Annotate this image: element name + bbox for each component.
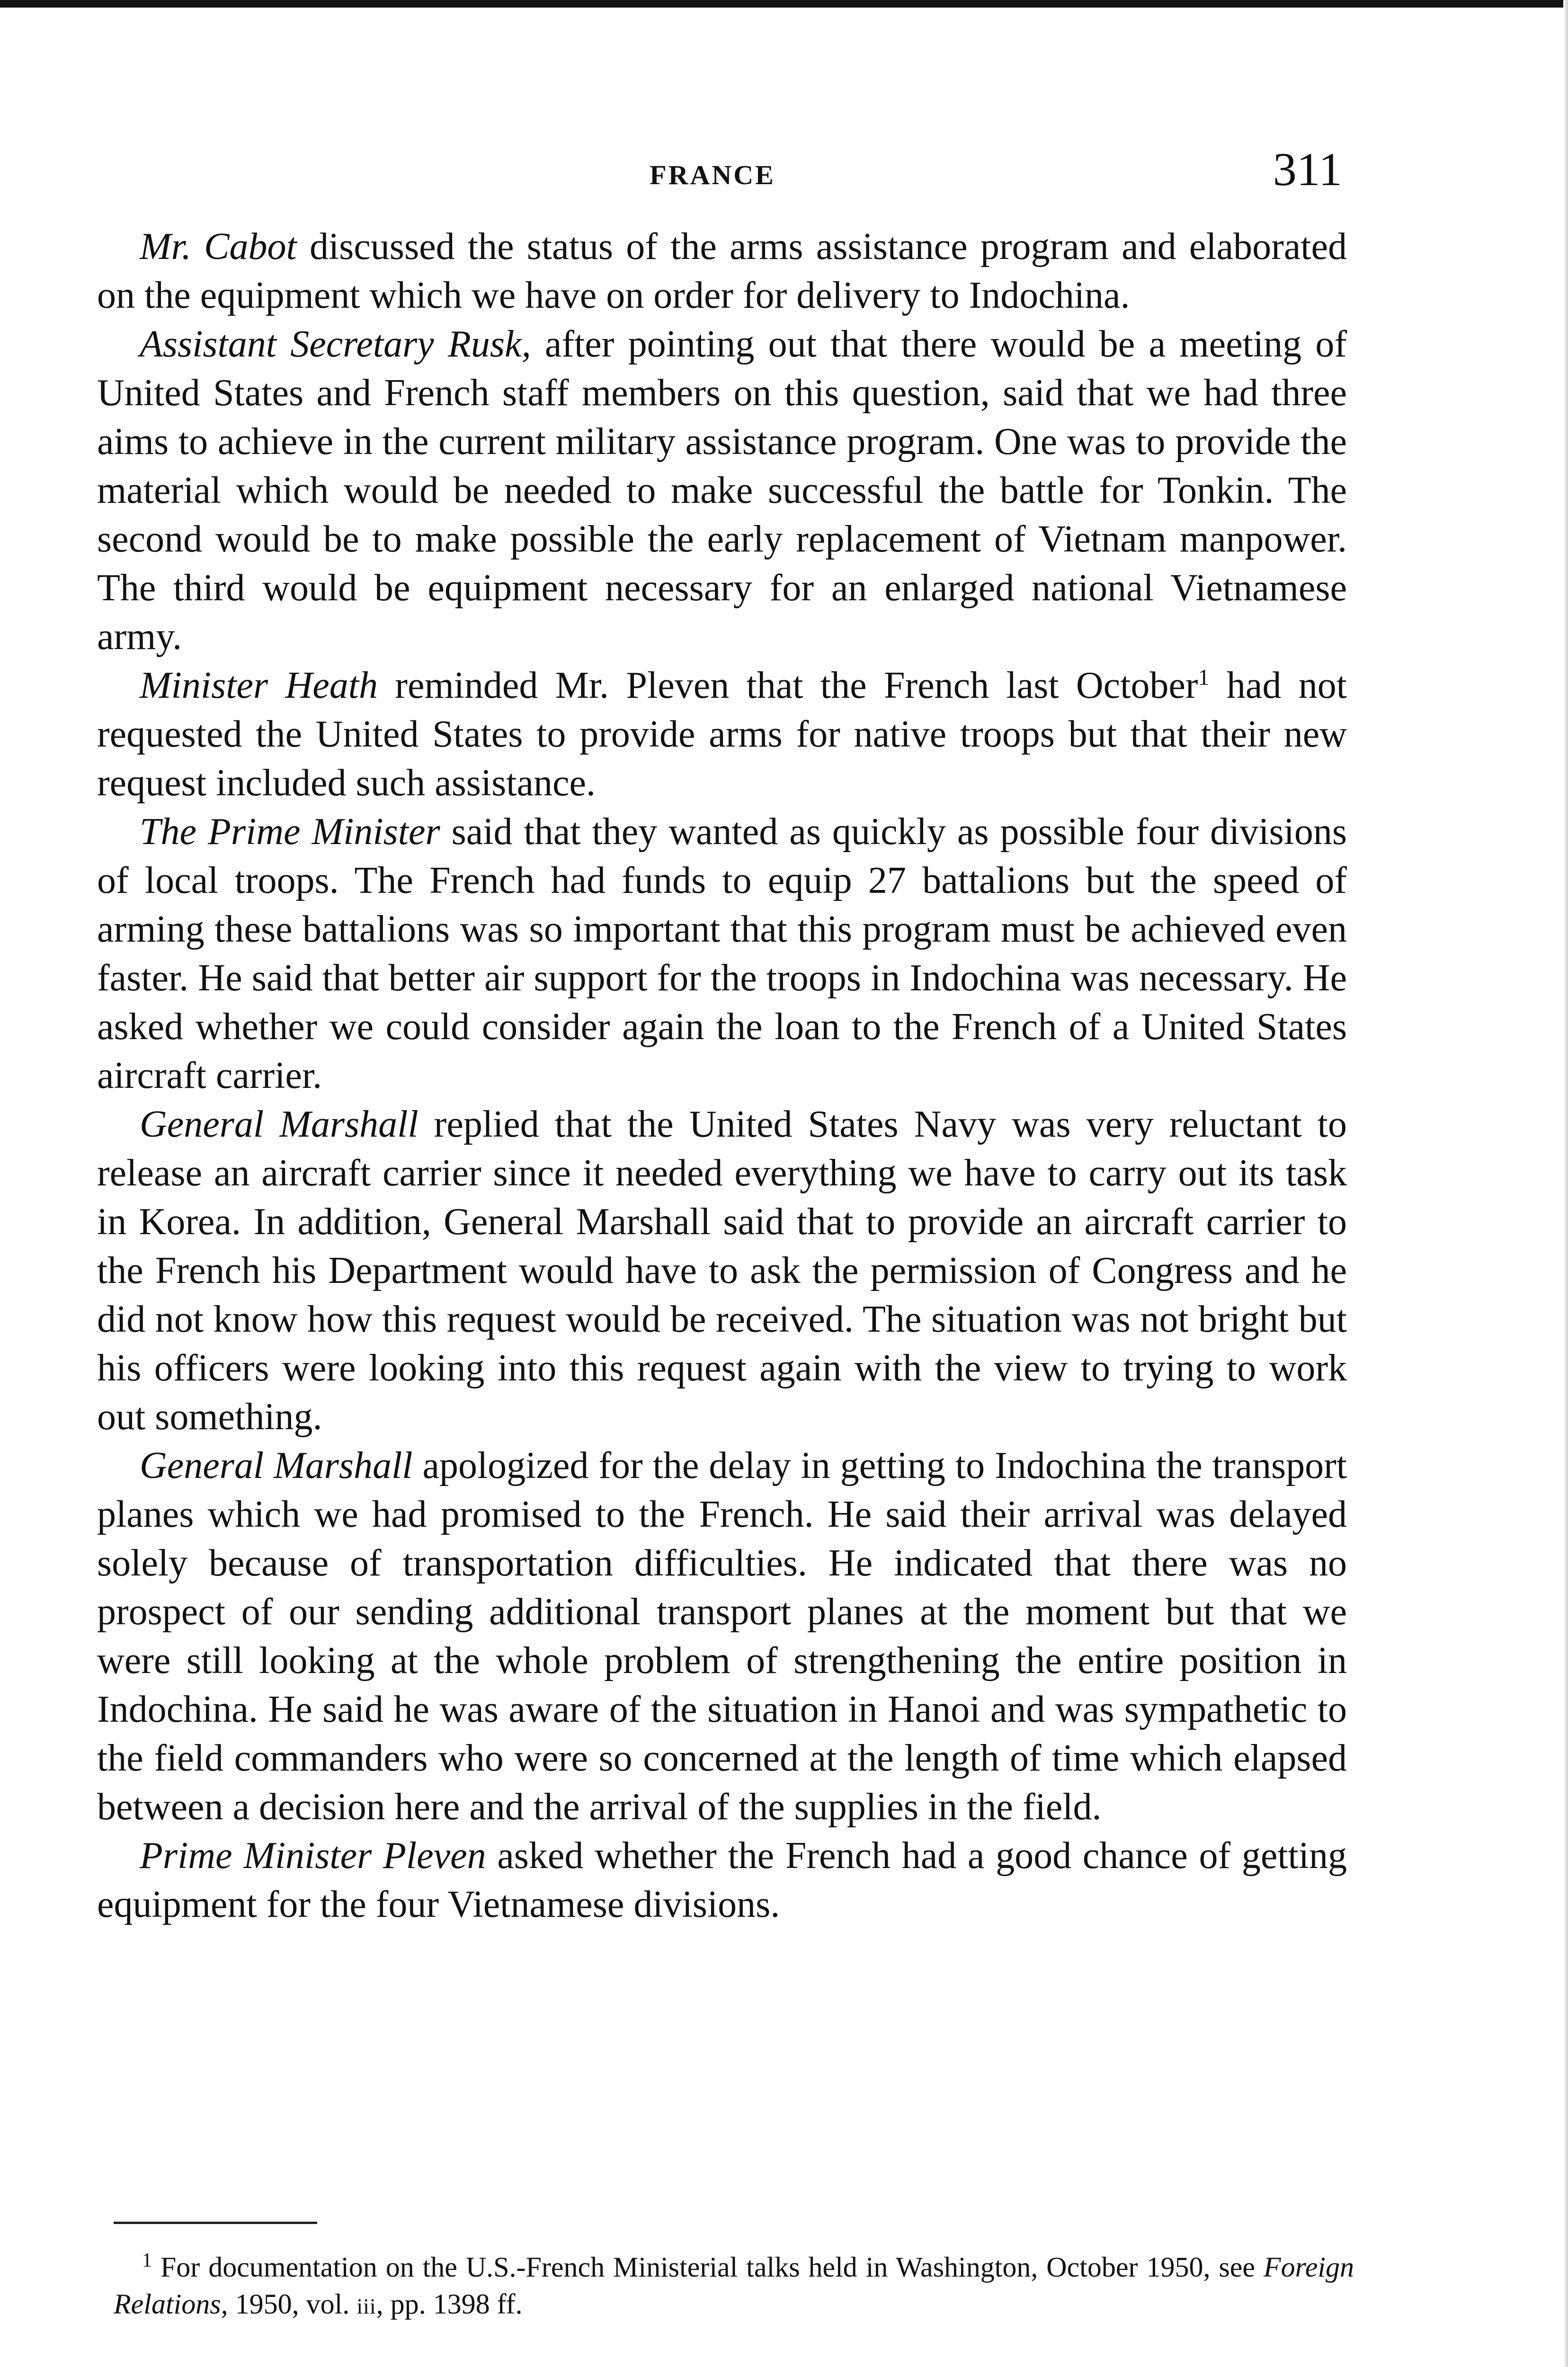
footnote [114,2249,1354,2325]
paragraph-text: after pointing out that there would be a meeting of United States and French staff members on this question, said that we had three aims to achieve in the current military assistance program. One was to provide the material which would be needed to make successful the battle for Tonkin. The second would be to make possible the early replacement of Vietnam manpower. The third would be equipment necessary for an enlarged national Vietnamese army. [97,323,1347,658]
paragraph-pleven [97,1832,1347,1929]
footnote-separator [114,2222,317,2224]
paragraph-text: asked whether the French had a good chance of getting equipment for the four Vietnamese divisions. [97,1835,1347,1925]
speaker-name: General Marshall [140,1103,419,1145]
speaker-name: The Prime Minister [140,811,440,853]
paragraph-heath [97,661,1347,808]
footnote-marker: 1 [142,2250,152,2271]
running-title: FRANCE [650,160,775,190]
paragraph-text: apologized for the delay in getting to Indochina the transport planes which we had promised to the French. He said their arrival was delayed solely because of transportation difficulties. He indicated that there was no prospect of our sending additional transport planes at the moment but that we were still looking at the whole problem of strengthening the entire position in Indochina. He said he was aware of the situation in Hanoi and was sympathetic to the field commanders who were so concerned at the length of time which elapsed between a decision here and the arrival of the supplies in the field. [97,1445,1347,1828]
speaker-name: Prime Minister Pleven [140,1835,486,1877]
paragraph-text: replied that the United States Navy was very reluctant to release an aircraft carrier since it needed everything we have to carry out its task in Korea. In addition, General Marshall said that to provide an aircraft carrier to the French his Department would have to ask the permission of Congress and he did not know how this request would be received. The situation was not bright but his officers were looking into this request again with the view to trying to work out something. [97,1103,1347,1438]
paragraph-text: said that they wanted as quickly as possible four divisions of local troops. The French had funds to equip 27 battalions but the speed of arming these battalions was so important that this program must be achieved even faster. He said that better air support for the troops in Indochina was necessary. He asked whether we could consider again the loan to the French of a United States aircraft carrier. [97,811,1347,1096]
footnote-volume: iii [356,2294,376,2318]
footnote-reference: 1 [1198,665,1210,690]
running-head [97,142,1347,199]
paragraph-marshall-apology [97,1442,1347,1832]
page-number: 311 [1273,143,1342,196]
footnote-title: Foreign Relations, [114,2251,1354,2320]
paragraph-text: discussed the status of the arms assistance program and elaborated on the equipment which we have on order for delivery to Indochina. [97,226,1347,316]
paragraph-cabot [97,222,1347,320]
speaker-name: Assistant Secretary Rusk, [140,323,531,365]
top-edge-rule [0,0,1568,8]
footnote-text: For documentation on the U.S.-French Ministerial talks held in Washington, October 1950, see [152,2251,1264,2283]
paragraph-text: reminded Mr. Pleven that the French last October [377,665,1198,706]
speaker-name: General Marshall [140,1445,413,1486]
body-text [97,222,1347,1929]
footnote-text: , pp. 1398 ff. [376,2288,523,2320]
paragraph-prime-minister [97,808,1347,1100]
speaker-name: Minister Heath [140,665,378,706]
paragraph-text: had not requested the United States to provide arms for native troops but that their new request included such assistance. [97,665,1347,804]
page-edge-shadow [1563,0,1568,2367]
speaker-name: Mr. Cabot [140,226,297,267]
footnote-text: 1950, vol. [228,2288,357,2320]
paragraph-marshall-reply [97,1100,1347,1442]
paragraph-rusk [97,320,1347,661]
